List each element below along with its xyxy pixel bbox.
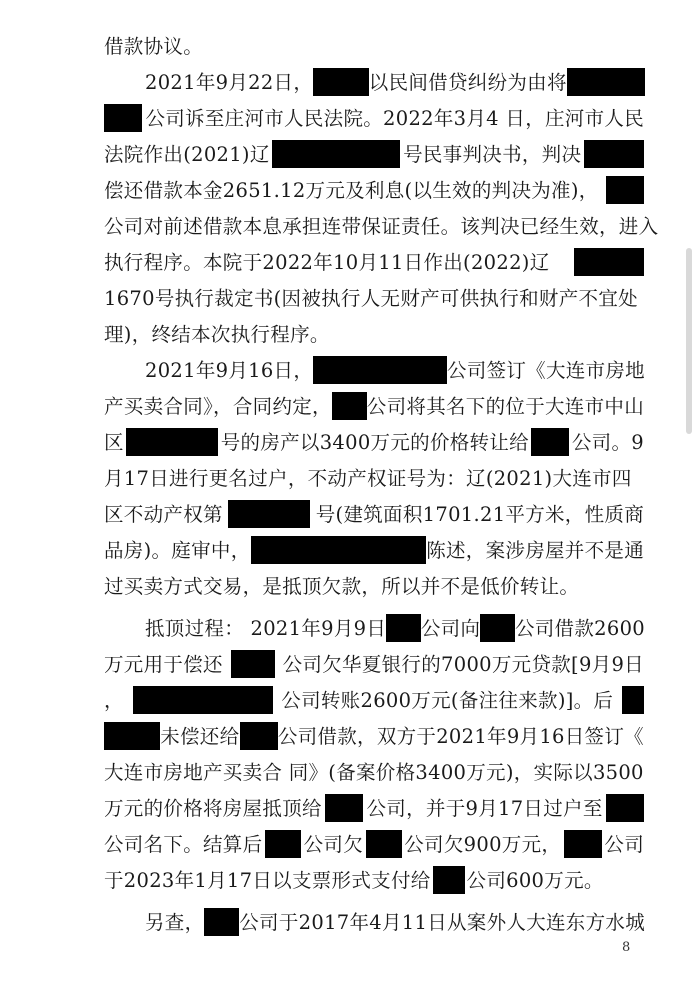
text-line [104, 756, 644, 790]
redaction-block [231, 650, 275, 678]
text-segment: 法院作出(2021)辽 [104, 143, 270, 166]
redaction-block [332, 392, 367, 420]
text-line [104, 30, 644, 64]
text-line [145, 66, 645, 100]
text-line [104, 534, 644, 568]
text-line [145, 354, 645, 388]
text-segment: 公司向 [420, 617, 481, 640]
redaction-block [228, 500, 310, 528]
redaction-block [531, 428, 569, 456]
redaction-block [325, 794, 363, 822]
text-segment: 号民事判决书，判决 [403, 143, 582, 166]
text-segment: 公司于2017年4月11日从案外人大连东方水城 [239, 911, 645, 934]
text-segment: 公司 [604, 833, 644, 856]
text-line [104, 498, 644, 532]
text-segment: 2021年9月16日， [145, 359, 314, 382]
text-line [104, 282, 644, 316]
text-segment: 公司转账2600万元(备注往来款)]。后 [281, 689, 614, 712]
text-segment: 公司欠 [303, 833, 364, 856]
text-line [104, 462, 644, 496]
text-segment: ， [104, 689, 124, 712]
text-segment: 公司借款2600 [514, 617, 645, 640]
text-segment: 万元的价格将房屋抵顶给 [104, 797, 322, 820]
text-line [104, 246, 644, 280]
redaction-block [313, 356, 447, 384]
text-segment: 陈述，案涉房屋并不是通 [426, 539, 644, 562]
text-segment: 以民间借贷纠纷为由将 [368, 71, 567, 94]
text-line [104, 828, 644, 862]
text-segment: 公司，并于9月17日过户至 [366, 797, 603, 820]
redaction-block [104, 722, 160, 750]
redaction-block [366, 830, 402, 858]
scrollbar-thumb[interactable] [686, 248, 692, 434]
text-segment: 号(建筑面积1701.21平方米，性质商 [315, 503, 644, 526]
text-segment: 抵顶过程： 2021年9月9日 [145, 617, 387, 640]
redaction-block [204, 908, 239, 936]
text-segment: 月17日进行更名过户，不动产权证号为：辽(2021)大连市四 [104, 467, 632, 490]
text-segment: 过买卖方式交易，是抵顶欠款，所以并不是低价转让。 [104, 575, 580, 598]
text-segment: 万元用于偿还 [104, 653, 223, 676]
redaction-block [240, 722, 278, 750]
text-line [104, 426, 644, 460]
text-line [145, 906, 645, 940]
text-line [104, 684, 644, 718]
redaction-block [606, 176, 644, 204]
text-line [104, 390, 644, 424]
redaction-block [622, 686, 644, 714]
text-line [145, 612, 645, 646]
text-segment: 理)，终结本次执行程序。 [104, 323, 330, 346]
text-segment: 公司诉至庄河市人民法院。2022年3月4 日，庄河市人民 [145, 107, 644, 130]
text-line [104, 864, 644, 898]
text-segment: 公司600万元。 [466, 869, 604, 892]
text-segment: 未偿还给 [160, 725, 240, 748]
text-segment: 1670号执行裁定书(因被执行人无财产可供执行和财产不宜处 [104, 287, 638, 310]
redaction-block [584, 140, 644, 168]
text-segment: 公司。9 [571, 431, 644, 454]
redaction-block [126, 428, 218, 456]
text-segment: 号的房产以3400万元的价格转让给 [220, 431, 529, 454]
redaction-block [133, 686, 273, 714]
text-line [104, 318, 644, 352]
text-segment: 公司欠900万元， [404, 833, 562, 856]
redaction-block [386, 614, 421, 642]
text-line [104, 792, 644, 826]
text-segment: 公司将其名下的位于大连市中山 [366, 395, 644, 418]
redaction-block [480, 614, 515, 642]
text-line [104, 138, 644, 172]
text-segment: 公司名下。结算后 [104, 833, 263, 856]
redaction-block [104, 104, 142, 132]
text-segment: 产买卖合同》，合同约定， [104, 395, 332, 418]
redaction-block [564, 830, 602, 858]
text-segment: 执行程序。本院于2022年10月11日作出(2022)辽 [104, 251, 550, 274]
text-segment: 公司签订《大连市房地 [446, 359, 645, 382]
redaction-block [574, 248, 644, 276]
scrollbar-track[interactable] [684, 0, 694, 993]
text-segment: 公司欠华夏银行的7000万元贷款[9月9日 [282, 653, 644, 676]
redaction-block [313, 68, 369, 96]
redaction-block [606, 794, 644, 822]
text-line [104, 648, 644, 682]
text-segment: 区不动产权第 [104, 503, 223, 526]
text-line [104, 174, 644, 208]
text-segment: 借款协议。 [104, 35, 204, 58]
text-line [104, 210, 659, 244]
redaction-block [251, 536, 427, 564]
page-number: 8 [622, 940, 631, 955]
redaction-block [433, 866, 465, 894]
text-segment: 品房)。庭审中， [104, 539, 251, 562]
redaction-block [567, 68, 645, 96]
text-line [104, 720, 644, 754]
text-segment: 于2023年1月17日以支票形式支付给 [104, 869, 431, 892]
text-segment: 大连市房地产买卖合 同》(备案价格3400万元)，实际以3500 [104, 761, 644, 784]
redaction-block [272, 140, 400, 168]
redaction-block [265, 830, 301, 858]
text-line [104, 102, 644, 136]
text-segment: 公司对前述借款本息承担连带保证责任。该判决已经生效，进入 [104, 215, 659, 238]
text-segment: 公司借款，双方于2021年9月16日签订《 [277, 725, 644, 748]
text-segment: 2021年9月22日， [145, 71, 314, 94]
text-line [104, 570, 644, 604]
text-segment: 偿还借款本金2651.12万元及利息(以生效的判决为准)， [104, 179, 599, 202]
text-segment: 区 [104, 431, 124, 454]
text-segment: 另查， [145, 911, 205, 934]
